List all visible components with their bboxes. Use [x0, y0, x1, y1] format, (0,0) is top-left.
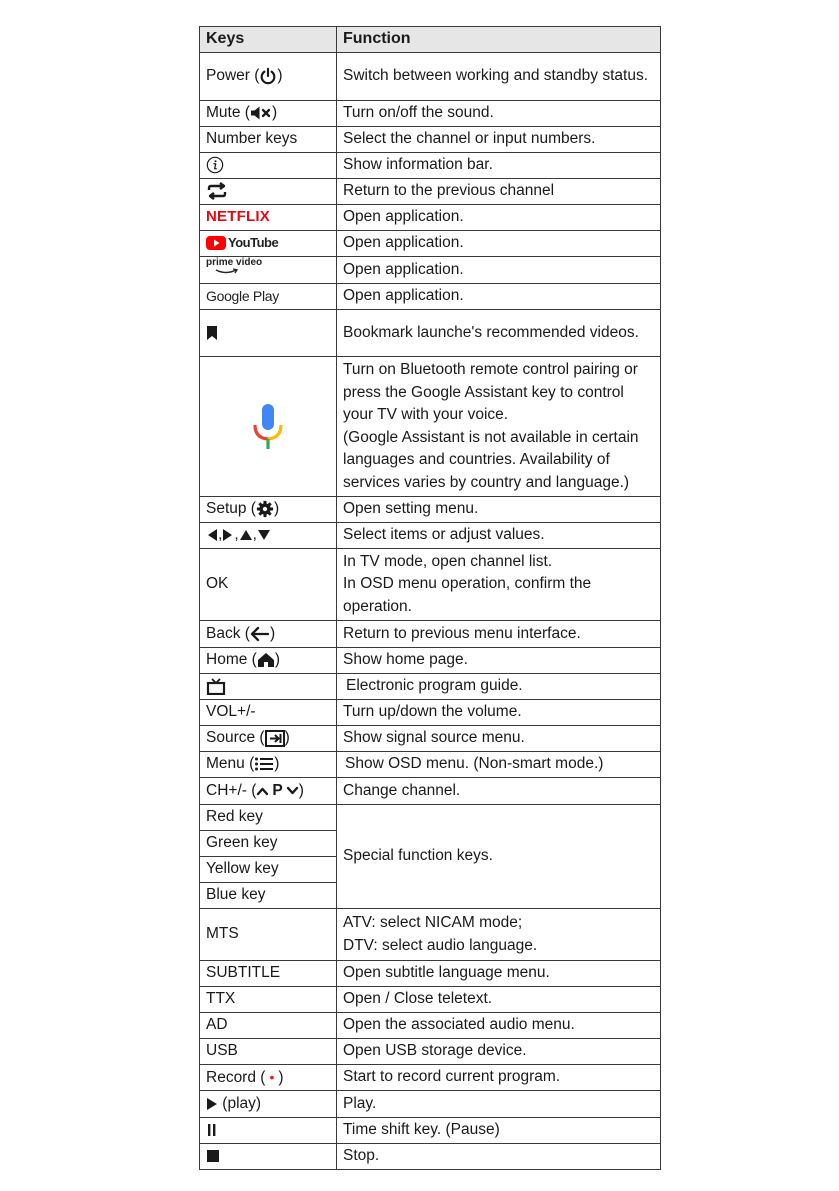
function-cell: Show home page.	[337, 648, 661, 674]
gear-icon	[256, 500, 274, 518]
key-cell	[200, 1118, 337, 1144]
bookmark-icon	[206, 325, 218, 341]
function-cell: Turn up/down the volume.	[337, 700, 661, 726]
function-cell: Show OSD menu. (Non-smart mode.)	[337, 752, 661, 778]
key-cell: Red key	[200, 805, 337, 831]
info-icon	[206, 156, 224, 174]
key-cell: MTS	[200, 909, 337, 961]
table-row	[200, 648, 661, 674]
stop-icon	[206, 1149, 220, 1163]
function-cell: ATV: select NICAM mode; DTV: select audio language.	[337, 909, 661, 961]
key-cell: , , ,	[200, 523, 337, 549]
key-cell: Menu ( )	[200, 752, 337, 778]
table-row	[200, 179, 661, 205]
table-row	[200, 726, 661, 752]
menu-list-icon	[254, 756, 274, 772]
table-row	[200, 1144, 661, 1170]
youtube-play-icon	[206, 236, 226, 250]
function-cell: Open application.	[337, 284, 661, 310]
key-cell: Home ( )	[200, 648, 337, 674]
function-cell: Bookmark launche's recommended videos.	[337, 310, 661, 357]
function-cell: Start to record current program.	[337, 1065, 661, 1091]
key-cell: Power ( )	[200, 53, 337, 101]
table-row	[200, 805, 661, 831]
arrow-right-icon	[222, 528, 234, 542]
function-cell: Open / Close teletext.	[337, 987, 661, 1013]
table-row	[200, 357, 661, 497]
tv-guide-icon	[206, 678, 226, 695]
home-icon	[257, 652, 275, 668]
table-row	[200, 153, 661, 179]
recall-icon	[206, 182, 228, 200]
key-cell: USB	[200, 1039, 337, 1065]
function-cell: Open setting menu.	[337, 497, 661, 523]
function-cell: Play.	[337, 1091, 661, 1118]
key-cell	[200, 205, 337, 231]
arrow-left-icon	[206, 528, 218, 542]
key-cell: Number keys	[200, 127, 337, 153]
power-icon	[259, 67, 277, 85]
prime-video-logo: prime video	[206, 258, 262, 278]
google-assistant-mic-icon	[251, 403, 285, 451]
key-cell	[200, 674, 337, 700]
youtube-logo: YouTube	[206, 232, 278, 255]
table-row	[200, 231, 661, 257]
key-cell: SUBTITLE	[200, 961, 337, 987]
record-dot-icon: •	[269, 1068, 275, 1085]
table-row	[200, 205, 661, 231]
table-row	[200, 1039, 661, 1065]
key-cell: Source ( )	[200, 726, 337, 752]
table-row	[200, 127, 661, 153]
table-row	[200, 523, 661, 549]
source-input-icon	[265, 730, 285, 747]
table-row	[200, 284, 661, 310]
table-row	[200, 1091, 661, 1118]
table-row	[200, 1013, 661, 1039]
key-cell: AD	[200, 1013, 337, 1039]
key-cell: (play)	[200, 1091, 337, 1118]
key-cell: Record ( • )	[200, 1065, 337, 1091]
table-row	[200, 549, 661, 621]
netflix-logo: NETFLIX	[206, 208, 270, 226]
key-cell	[200, 153, 337, 179]
google-play-logo: Google Play	[206, 287, 279, 304]
function-cell: Change channel.	[337, 778, 661, 805]
chevron-down-icon	[286, 786, 299, 796]
mute-icon	[250, 106, 272, 120]
keys-header: Keys	[200, 27, 337, 53]
function-cell: Special function keys.	[337, 805, 661, 909]
key-cell: Blue key	[200, 883, 337, 909]
function-cell: In TV mode, open channel list. In OSD menu operation, confirm the operation.	[337, 549, 661, 621]
key-cell: Back ( )	[200, 621, 337, 648]
function-cell: Open subtitle language menu.	[337, 961, 661, 987]
table-row	[200, 497, 661, 523]
key-cell: TTX	[200, 987, 337, 1013]
function-cell: Show information bar.	[337, 153, 661, 179]
key-cell	[200, 357, 337, 497]
function-cell: Open application.	[337, 231, 661, 257]
function-cell: Open application.	[337, 205, 661, 231]
function-cell: Stop.	[337, 1144, 661, 1170]
function-cell: Show signal source menu.	[337, 726, 661, 752]
key-cell: CH+/- ( P )	[200, 778, 337, 805]
arrow-down-icon	[257, 529, 271, 541]
function-cell: Return to previous menu interface.	[337, 621, 661, 648]
function-header: Function	[337, 27, 661, 53]
key-cell: Setup ( )	[200, 497, 337, 523]
table-row	[200, 101, 661, 127]
remote-keys-table	[199, 26, 661, 1170]
function-cell: Return to the previous channel	[337, 179, 661, 205]
table-row	[200, 310, 661, 357]
key-cell	[200, 284, 337, 310]
key-cell: Green key	[200, 831, 337, 857]
table-row	[200, 752, 661, 778]
key-cell	[200, 310, 337, 357]
table-row	[200, 53, 661, 101]
pause-icon	[206, 1123, 218, 1137]
key-cell: Mute ( )	[200, 101, 337, 127]
key-cell: Yellow key	[200, 857, 337, 883]
key-cell: OK	[200, 549, 337, 621]
function-cell: Time shift key. (Pause)	[337, 1118, 661, 1144]
function-cell: Electronic program guide.	[337, 674, 661, 700]
function-cell: Turn on Bluetooth remote control pairing or press the Google Assistant key to control your TV with your voice. (Google Assistant is not available in certain languages and countries. Availability of services varies by country and language.)	[337, 357, 661, 497]
table-row	[200, 909, 661, 961]
arrow-up-icon	[239, 529, 253, 541]
amazon-smile-icon	[206, 268, 240, 276]
function-cell: Select items or adjust values.	[337, 523, 661, 549]
function-cell: Open the associated audio menu.	[337, 1013, 661, 1039]
key-cell	[200, 257, 337, 284]
function-cell: Turn on/off the sound.	[337, 101, 661, 127]
key-cell	[200, 179, 337, 205]
key-cell	[200, 231, 337, 257]
chevron-up-icon	[256, 786, 269, 796]
table-row	[200, 987, 661, 1013]
key-cell	[200, 1144, 337, 1170]
function-cell: Switch between working and standby status.	[337, 53, 661, 101]
table-row	[200, 1065, 661, 1091]
table-row	[200, 257, 661, 284]
table-row	[200, 1118, 661, 1144]
table-row	[200, 674, 661, 700]
key-cell: VOL+/-	[200, 700, 337, 726]
function-cell: Open USB storage device.	[337, 1039, 661, 1065]
function-cell: Select the channel or input numbers.	[337, 127, 661, 153]
back-arrow-icon	[250, 626, 270, 642]
table-row	[200, 778, 661, 805]
table-row	[200, 961, 661, 987]
play-icon	[206, 1097, 218, 1111]
function-cell: Open application.	[337, 257, 661, 284]
table-row	[200, 621, 661, 648]
table-row	[200, 700, 661, 726]
header-row	[200, 27, 661, 53]
